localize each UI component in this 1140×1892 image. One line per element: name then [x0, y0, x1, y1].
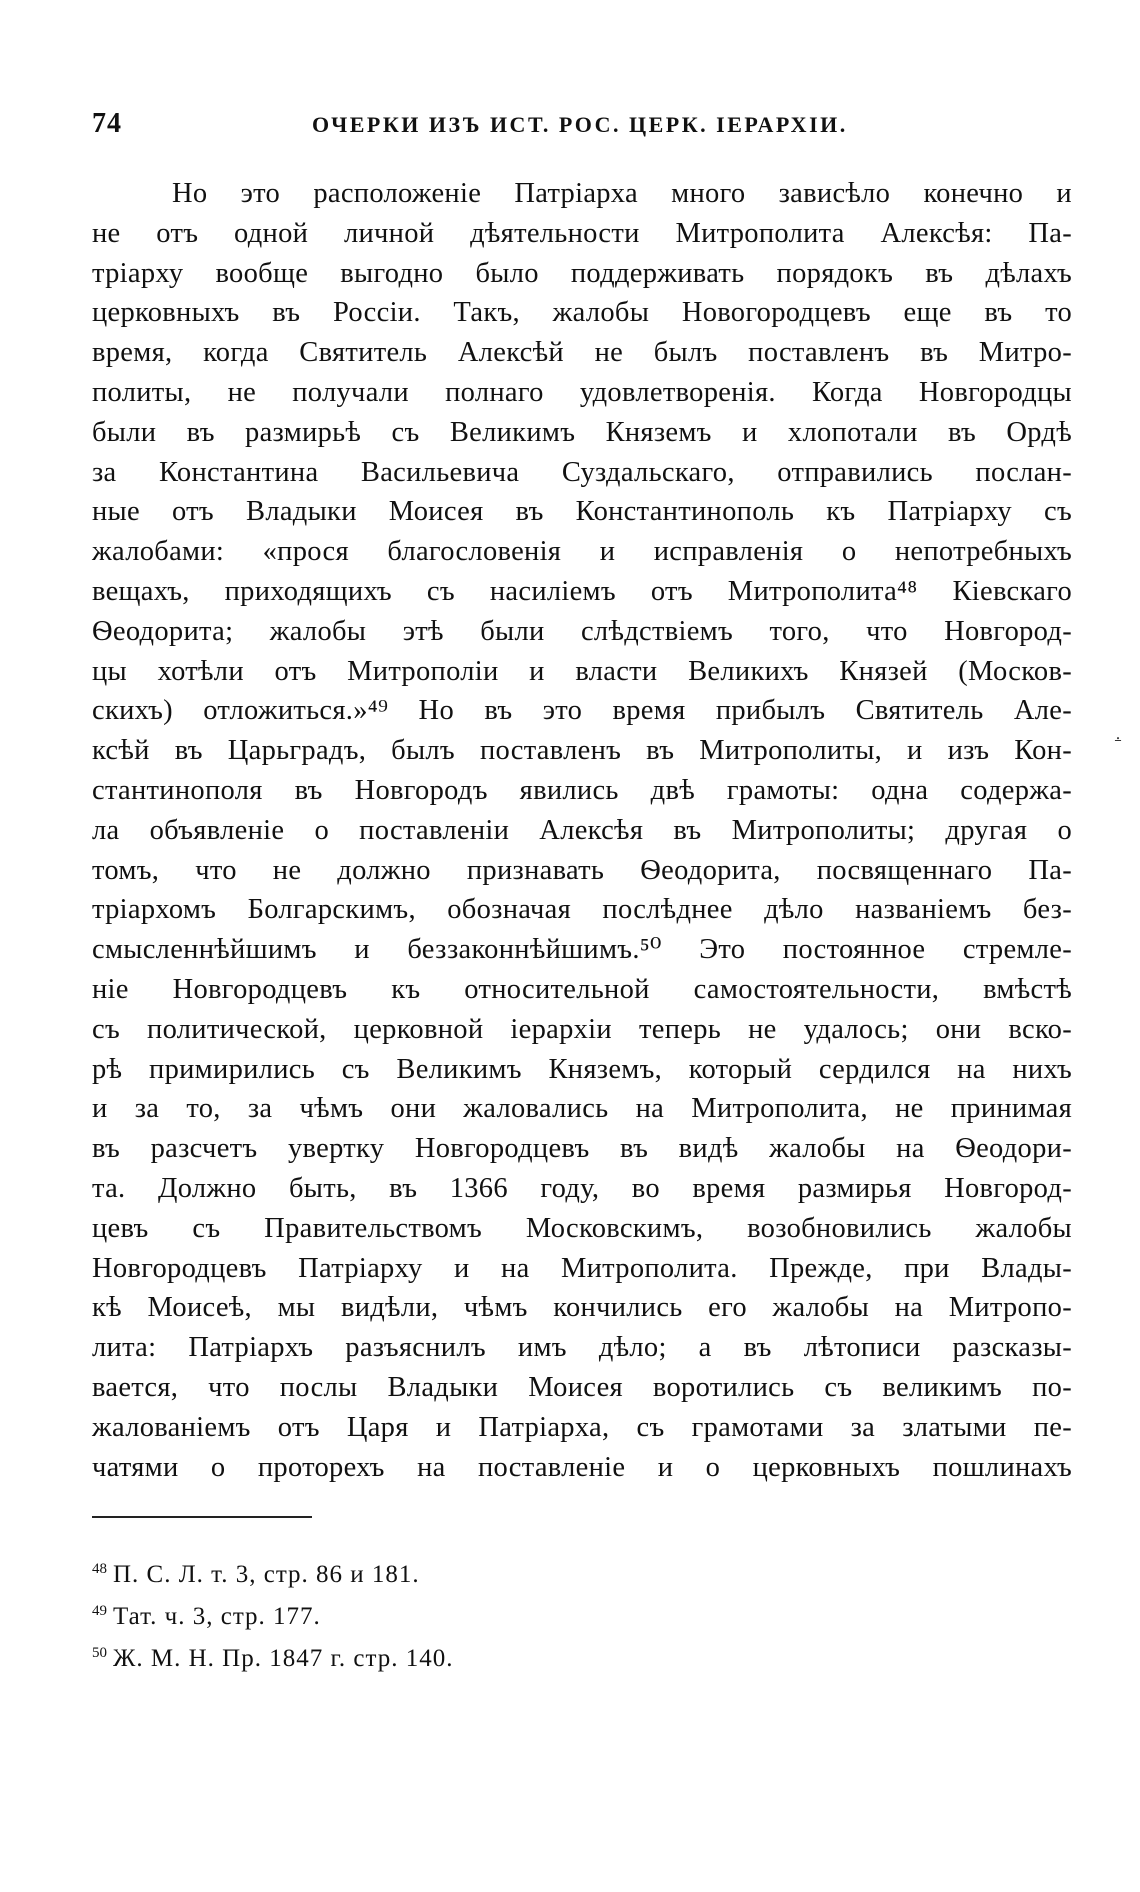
- text-line: за Константина Васильевича Суздальскаго, отправились послан-: [92, 456, 1072, 488]
- text-line: жалобами: «прося благословенія и исправленія о непотребныхъ: [92, 536, 1072, 568]
- text-line: цевъ съ Правительствомъ Московскимъ, возобновились жалобы: [92, 1212, 1072, 1244]
- text-line: ксѣй въ Царьградъ, былъ поставленъ въ Митрополиты, и изъ Кон-: [92, 735, 1072, 767]
- text-line: рѣ примирились съ Великимъ Княземъ, который сердился на нихъ: [92, 1053, 1072, 1085]
- text-line: вещахъ, приходящихъ съ насиліемъ отъ Митрополита⁴⁸ Кіевскаго: [92, 575, 1072, 607]
- text-line: Новгородцевъ Патріарху и на Митрополита. Прежде, при Влады-: [92, 1252, 1072, 1284]
- text-line: ніе Новгородцевъ къ относительной самостоятельности, вмѣстѣ: [92, 973, 1072, 1005]
- text-line: политы, не получали полнаго удовлетворенія. Когда Новгородцы: [92, 376, 1072, 408]
- footnote-text: Ж. М. Н. Пр. 1847 г. стр. 140.: [113, 1645, 454, 1672]
- text-line: жалованіемъ отъ Царя и Патріарха, съ грамотами за златыми пе-: [92, 1411, 1072, 1443]
- text-line: тріархомъ Болгарскимъ, обозначая послѣднее дѣло названіемъ без-: [92, 894, 1072, 926]
- footnote-marker: 49: [92, 1603, 107, 1619]
- page-number: 74: [92, 108, 122, 139]
- text-line: томъ, что не должно признавать Ѳеодорита, посвященнаго Па-: [92, 854, 1072, 886]
- text-line: время, когда Святитель Алексѣй не былъ поставленъ въ Митро-: [92, 337, 1072, 369]
- footnote: [92, 1590, 992, 1632]
- footnote-marker: 48: [92, 1561, 107, 1577]
- footnote-divider: [92, 1516, 312, 1518]
- text-line: были въ размирьѣ съ Великимъ Княземъ и хлопотали въ Ордѣ: [92, 416, 1072, 448]
- footnote-text: Тат. ч. 3, стр. 177.: [113, 1603, 321, 1630]
- text-line: лита: Патріархъ разъяснилъ имъ дѣло; а въ лѣтописи разсказы-: [92, 1332, 1072, 1364]
- text-line: чатями о проторехъ на поставленіе и о церковныхъ пошлинахъ: [92, 1451, 1072, 1483]
- text-line: не отъ одной личной дѣятельности Митрополита Алексѣя: Па-: [92, 217, 1072, 249]
- running-title: ОЧЕРКИ ИЗЪ ИСТ. РОС. ЦЕРК. ІЕРАРХІИ.: [312, 112, 848, 137]
- text-line: смысленнѣйшимъ и беззаконнѣйшимъ.⁵⁰ Это постоянное стремле-: [92, 934, 1072, 966]
- footnotes: [92, 1548, 992, 1674]
- footnote: [92, 1632, 992, 1674]
- text-line: кѣ Моисеѣ, мы видѣли, чѣмъ кончились его жалобы на Митропо-: [92, 1292, 1072, 1324]
- text-line: церковныхъ въ Россіи. Такъ, жалобы Новогородцевъ еще въ то: [92, 297, 1072, 329]
- text-line: тріарху вообще выгодно было поддерживать порядокъ въ дѣлахъ: [92, 257, 1072, 289]
- text-line: ла объявленіе о поставленіи Алексѣя въ Митрополиты; другая о: [92, 814, 1072, 846]
- body-paragraph: [92, 174, 1072, 1487]
- text-line: Ѳеодорита; жалобы этѣ были слѣдствіемъ того, что Новгород-: [92, 615, 1072, 647]
- text-line: стантинополя въ Новгородъ явились двѣ грамоты: одна содержа-: [92, 774, 1072, 806]
- text-line: ные отъ Владыки Моисея въ Константинополь къ Патріарху съ: [92, 496, 1072, 528]
- text-line: съ политической, церковной іерархіи теперь не удалось; они вско-: [92, 1013, 1072, 1045]
- text-line: цы хотѣли отъ Митрополіи и власти Великихъ Князей (Москов-: [92, 655, 1072, 687]
- footnote-text: П. С. Л. т. 3, стр. 86 и 181.: [113, 1561, 420, 1588]
- text-line: Но это расположеніе Патріарха много зависѣло конечно и: [172, 178, 1072, 209]
- text-line: скихъ) отложиться.»⁴⁹ Но въ это время прибылъ Святитель Але-: [92, 695, 1072, 727]
- text-line: та. Должно быть, въ 1366 году, во время размирья Новгород-: [92, 1172, 1072, 1204]
- page-header: [92, 108, 1072, 148]
- footnote: [92, 1548, 992, 1590]
- text-line: въ разсчетъ увертку Новгородцевъ въ видѣ жалобы на Ѳеодори-: [92, 1133, 1072, 1165]
- text-line: и за то, за чѣмъ они жаловались на Митрополита, не принимая: [92, 1093, 1072, 1125]
- text-line: вается, что послы Владыки Моисея воротились съ великимъ по-: [92, 1371, 1072, 1403]
- footnote-marker: 50: [92, 1645, 107, 1661]
